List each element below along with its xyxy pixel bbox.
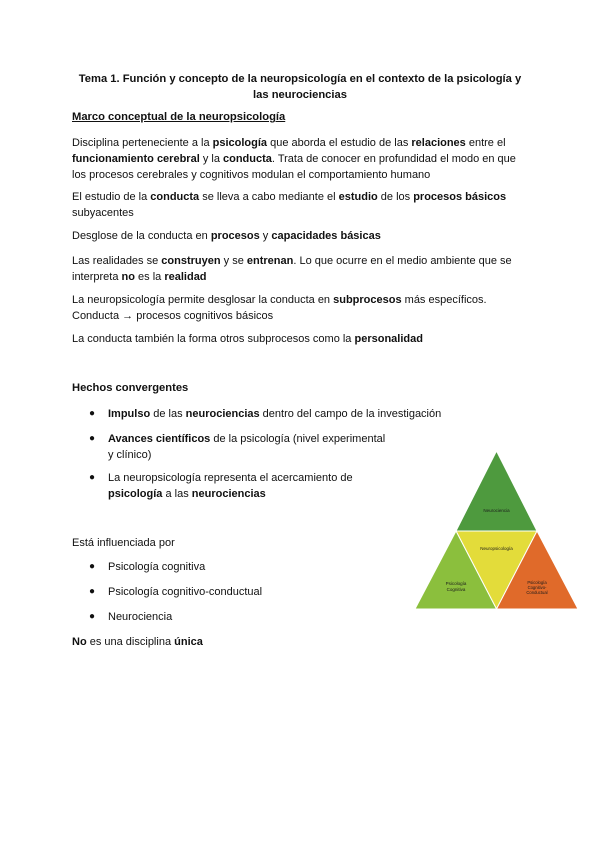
pyramid-top-triangle <box>456 451 537 531</box>
paragraph-estudio-conducta: El estudio de la conducta se lleva a cabo mediante el estudio de los procesos básicos subyacentes <box>72 191 507 219</box>
document-page: Tema 1. Función y concepto de la neuropsicología en el contexto de la psicología y las neurociencias Marco conceptual de la neuropsicología Disciplina perteneciente a la psicología que aborda el estudio de las relaciones entre el funcionamiento cerebral y la conducta. Trata de conocer en profundidad el modo en que los procesos cerebrales y cognitivos modulan el comportamiento humano El estudio de la conducta se lleva a cabo mediante el estudio de los procesos básicos subyacentes Desglose de la conducta en procesos y capacidades básicas Las realidades se construyen y se entrenan. Lo que ocurre en el medio ambiente que se interpreta no es la realidad La neuropsicología permite desglosar la conducta en subprocesos más específicos. Conducta → procesos cognitivos básicos La conducta también la forma otros subprocesos como la personalidad Hechos convergentes ● Impulso de las neurociencias dentro del campo de la investigación ● Avances científicos de la psicología (nivel experimental y clínico) ● La neuropsicología representa el acercamiento de psicología a las neurociencias Está influenciada por ● Psicología cognitiva ● Psicología cognitivo-conductual ● Neurociencia No es una disciplina única Neurociencia Neuropsicología Psicología Cognitiva Psicología Cognitivo- Conductual <box>0 0 600 848</box>
paragraph-realidades: Las realidades se construyen y se entrenan. Lo que ocurre en el medio ambiente que se interpreta no es la realidad <box>72 255 512 283</box>
paragraph-influenciada: Está influenciada por <box>72 537 175 549</box>
paragraph-no-unica: No es una disciplina única <box>72 636 203 648</box>
pyramid-label-conductual-3: Conductual <box>526 590 548 595</box>
paragraph-personalidad: La conducta también la forma otros subprocesos como la personalidad <box>72 333 423 345</box>
pyramid-diagram <box>415 451 578 611</box>
paragraph-desglose: Desglose de la conducta en procesos y capacidades básicas <box>72 230 381 242</box>
bullet-icon: ● <box>89 472 96 483</box>
bullet-icon: ● <box>89 611 96 622</box>
paragraph-definition: Disciplina perteneciente a la psicología que aborda el estudio de las relaciones entre el funcionamiento cerebral y la conducta. Trata de conocer en profundidad el modo en que los procesos cerebrales y cognitivos modulan el comportamiento humano <box>72 137 516 181</box>
pyramid-label-neuropsicologia: Neuropsicología <box>480 546 513 551</box>
pyramid-label-neurociencia: Neurociencia <box>483 508 510 513</box>
paragraph-subprocesos: La neuropsicología permite desglosar la conducta en subprocesos más específicos. Conducta → procesos cognitivos básicos <box>72 294 487 322</box>
bullet-icon: ● <box>89 433 96 444</box>
title-line-1: Tema 1. Función y concepto de la neuropsicología en el contexto de la psicología y <box>78 73 522 85</box>
bullet-icon: ● <box>89 561 96 572</box>
bullet-icon: ● <box>89 408 96 419</box>
document-title <box>70 71 530 103</box>
section-heading-hechos: Hechos convergentes <box>72 382 189 394</box>
section-heading-marco: Marco conceptual de la neuropsicología <box>72 111 286 123</box>
title-line-2: las neurociencias <box>253 89 347 101</box>
pyramid-label-cognitiva-2: Cognitiva <box>446 587 466 592</box>
pyramid-label-conductual-2: Cognitivo- <box>527 585 547 590</box>
bullet-icon: ● <box>89 586 96 597</box>
pyramid-label-conductual-1: Psicología <box>527 580 547 585</box>
pyramid-label-cognitiva-1: Psicología <box>445 581 467 586</box>
